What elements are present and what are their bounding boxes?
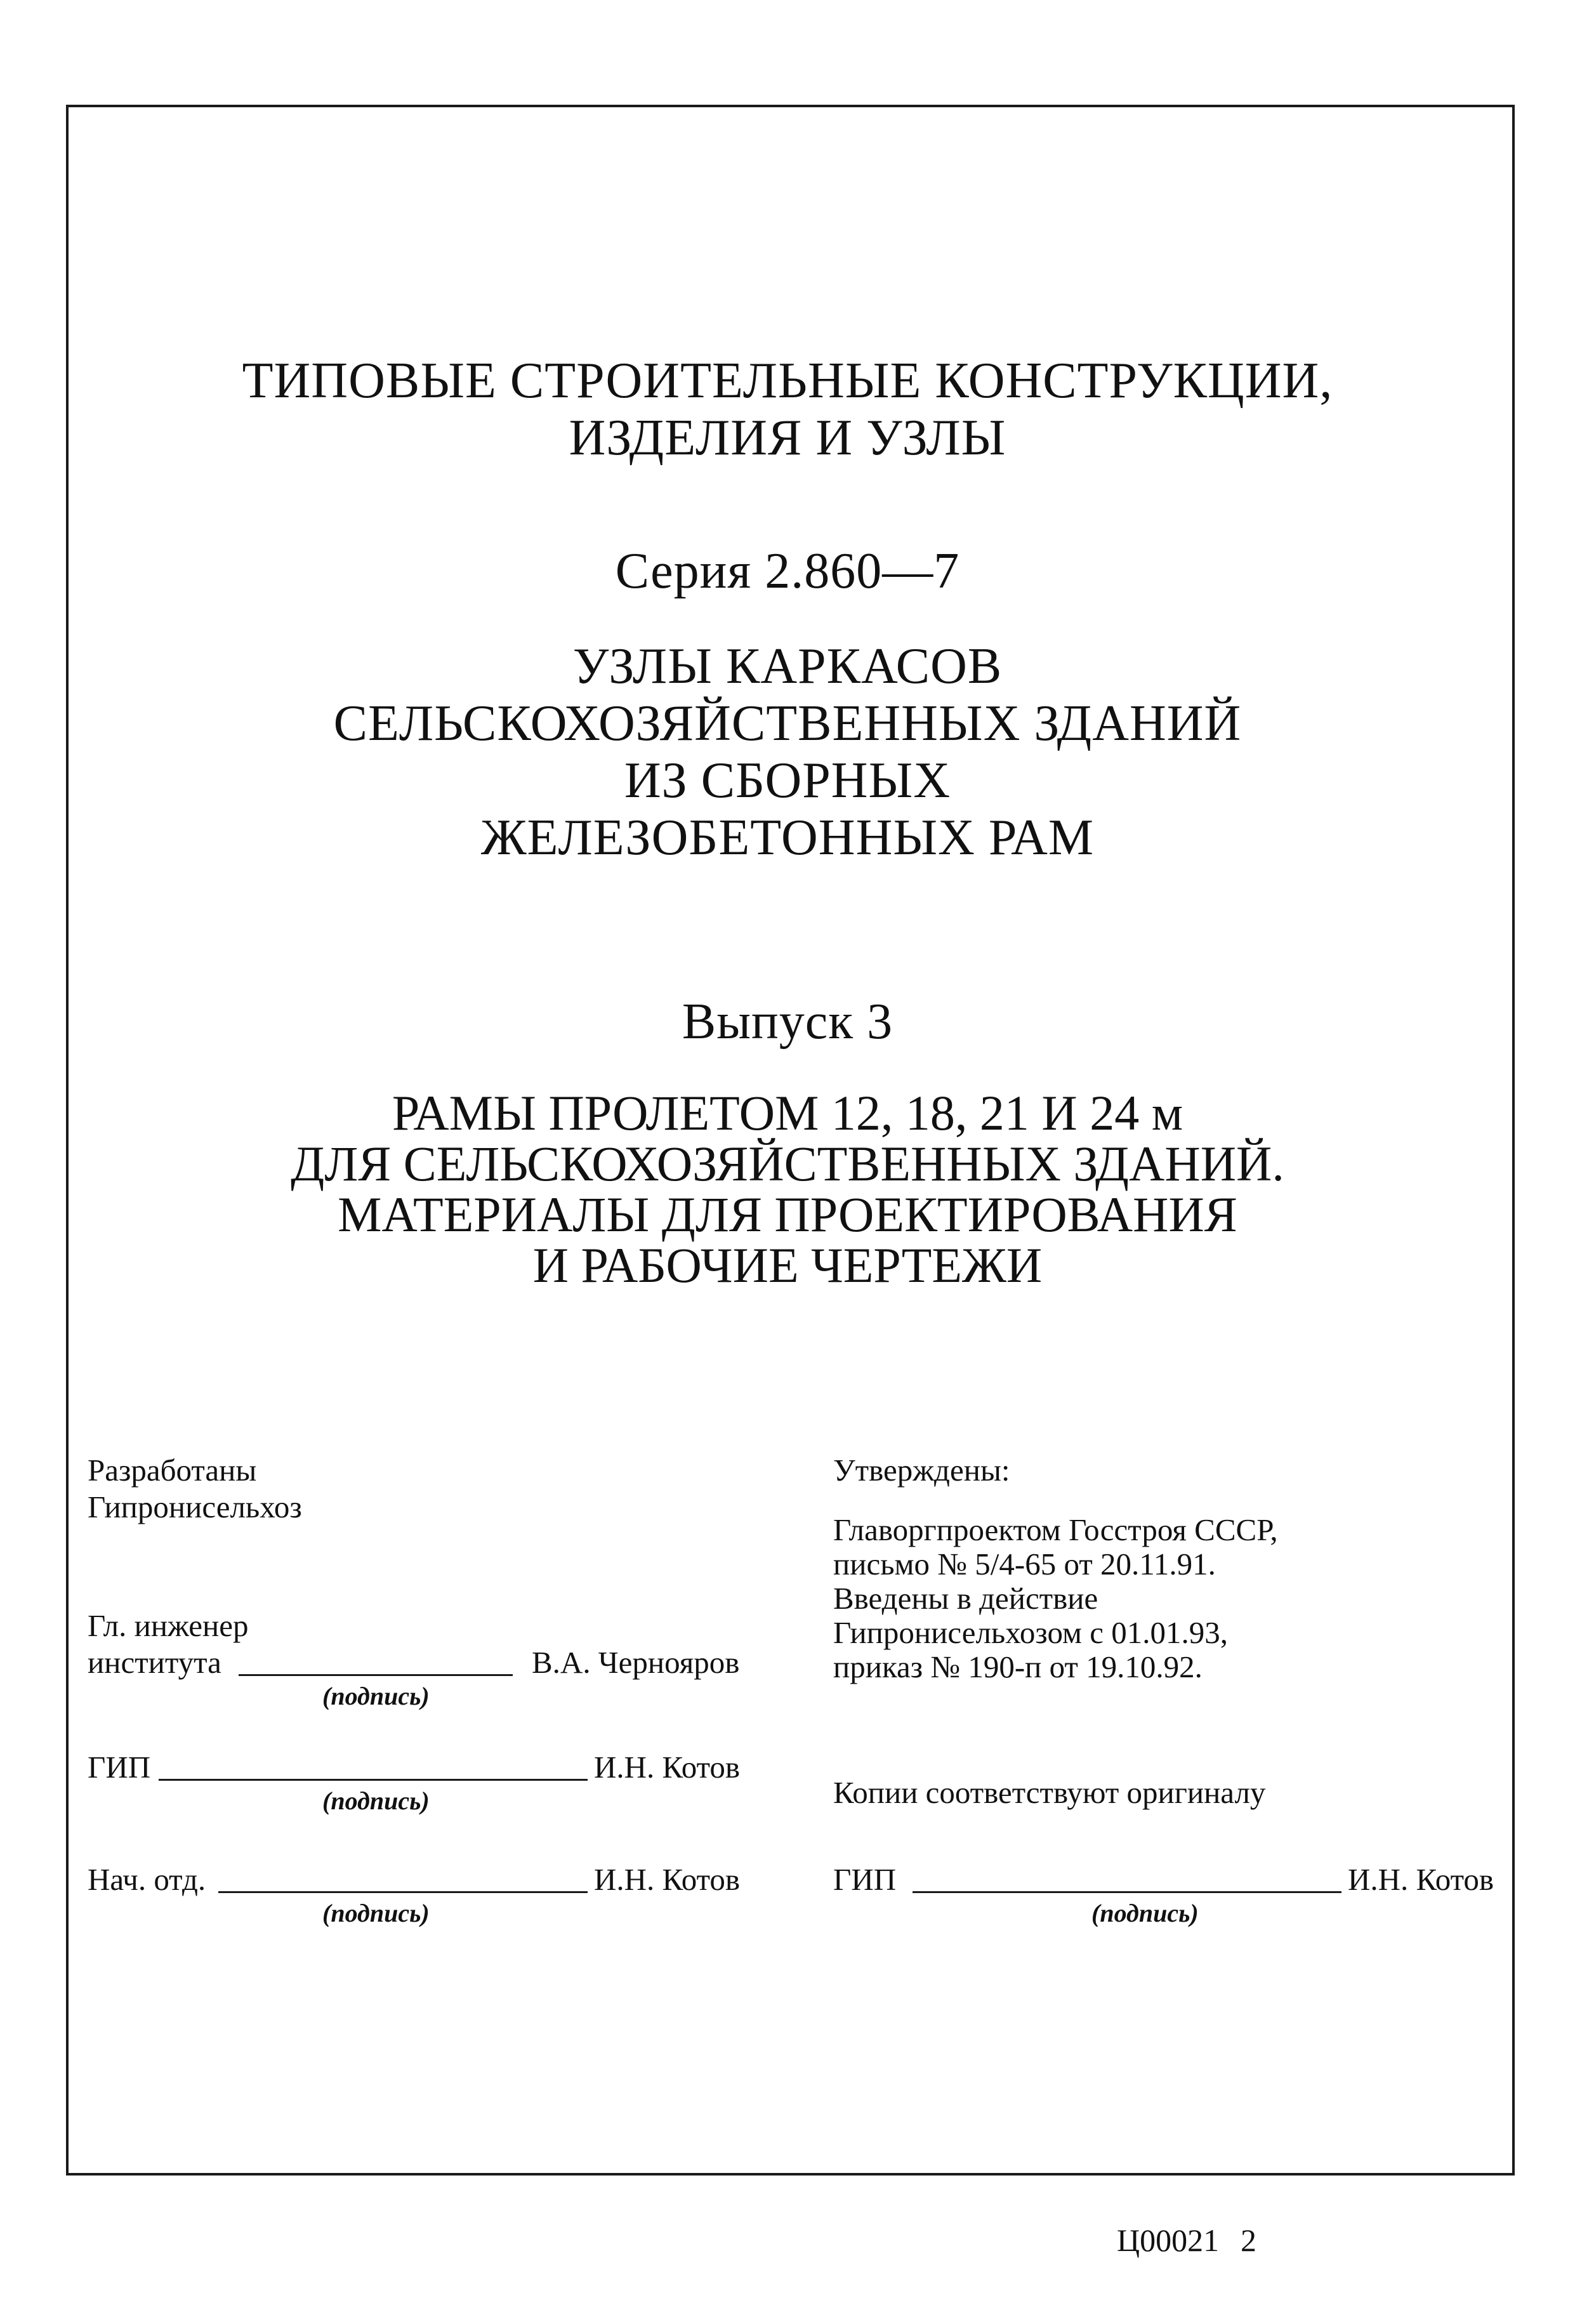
footer-code: Ц00021 [1117, 2222, 1220, 2258]
chief-engineer-title-1: Гл. инженер [88, 1608, 249, 1643]
footer-page-number: 2 [1241, 2222, 1256, 2258]
approved-line-2: письмо № 5/4-65 от 20.11.91. [833, 1547, 1216, 1581]
developed-org: Гипронисельхоз [88, 1489, 302, 1524]
issue-title-line-4: И РАБОЧИЕ ЧЕРТЕЖИ [532, 1238, 1043, 1293]
series-title-line-3: ИЗ СБОРНЫХ [624, 753, 951, 809]
gip-left-signature-line [159, 1779, 588, 1781]
dept-head-title: Нач. отд. [88, 1862, 206, 1897]
series-title-line-4: ЖЕЛЕЗОБЕТОННЫХ РАМ [480, 810, 1095, 866]
approved-line-5: приказ № 190-п от 19.10.92. [833, 1649, 1203, 1684]
gip-right-name: И.Н. Котов [1348, 1862, 1494, 1897]
dept-head-name: И.Н. Котов [594, 1862, 741, 1897]
chief-engineer-name: В.А. Чернояров [532, 1645, 740, 1680]
chief-engineer-signature-line [239, 1674, 513, 1676]
approved-label: Утверждены: [833, 1453, 1010, 1488]
series-title-line-2: СЕЛЬСКОХОЗЯЙСТВЕННЫХ ЗДАНИЙ [333, 696, 1242, 751]
copies-note: Копии соответствуют оригиналу [833, 1775, 1266, 1810]
gip-right-signature-caption: (подпись) [1091, 1899, 1199, 1927]
gip-left-signature-caption: (подпись) [322, 1786, 430, 1815]
developed-label: Разработаны [88, 1453, 257, 1488]
dept-head-signature-line [218, 1891, 588, 1893]
issue-title-line-3: МАТЕРИАЛЫ ДЛЯ ПРОЕКТИРОВАНИЯ [338, 1187, 1237, 1242]
dept-head-signature-caption: (подпись) [322, 1899, 430, 1927]
gip-right-signature-line [913, 1891, 1341, 1893]
header-line-2: ИЗДЕЛИЯ И УЗЛЫ [569, 410, 1006, 466]
issue-number: Выпуск 3 [682, 994, 893, 1050]
header-line-1: ТИПОВЫЕ СТРОИТЕЛЬНЫЕ КОНСТРУКЦИИ, [242, 353, 1333, 409]
gip-left-title: ГИП [88, 1750, 151, 1785]
gip-left-name: И.Н. Котов [594, 1750, 741, 1785]
approved-line-3: Введены в действие [833, 1581, 1098, 1616]
series-number: Серия 2.860—7 [615, 543, 960, 599]
approved-line-1: Главоргпроектом Госстроя СССР, [833, 1512, 1278, 1547]
issue-title-line-1: РАМЫ ПРОЛЕТОМ 12, 18, 21 И 24 м [392, 1085, 1183, 1140]
issue-title-line-2: ДЛЯ СЕЛЬСКОХОЗЯЙСТВЕННЫХ ЗДАНИЙ. [291, 1136, 1284, 1191]
series-title-line-1: УЗЛЫ КАРКАСОВ [572, 638, 1003, 694]
gip-right-title: ГИП [833, 1862, 897, 1897]
chief-engineer-signature-caption: (подпись) [322, 1682, 430, 1710]
approved-line-4: Гипронисельхозом с 01.01.93, [833, 1615, 1229, 1650]
chief-engineer-title-2: института [88, 1645, 221, 1680]
